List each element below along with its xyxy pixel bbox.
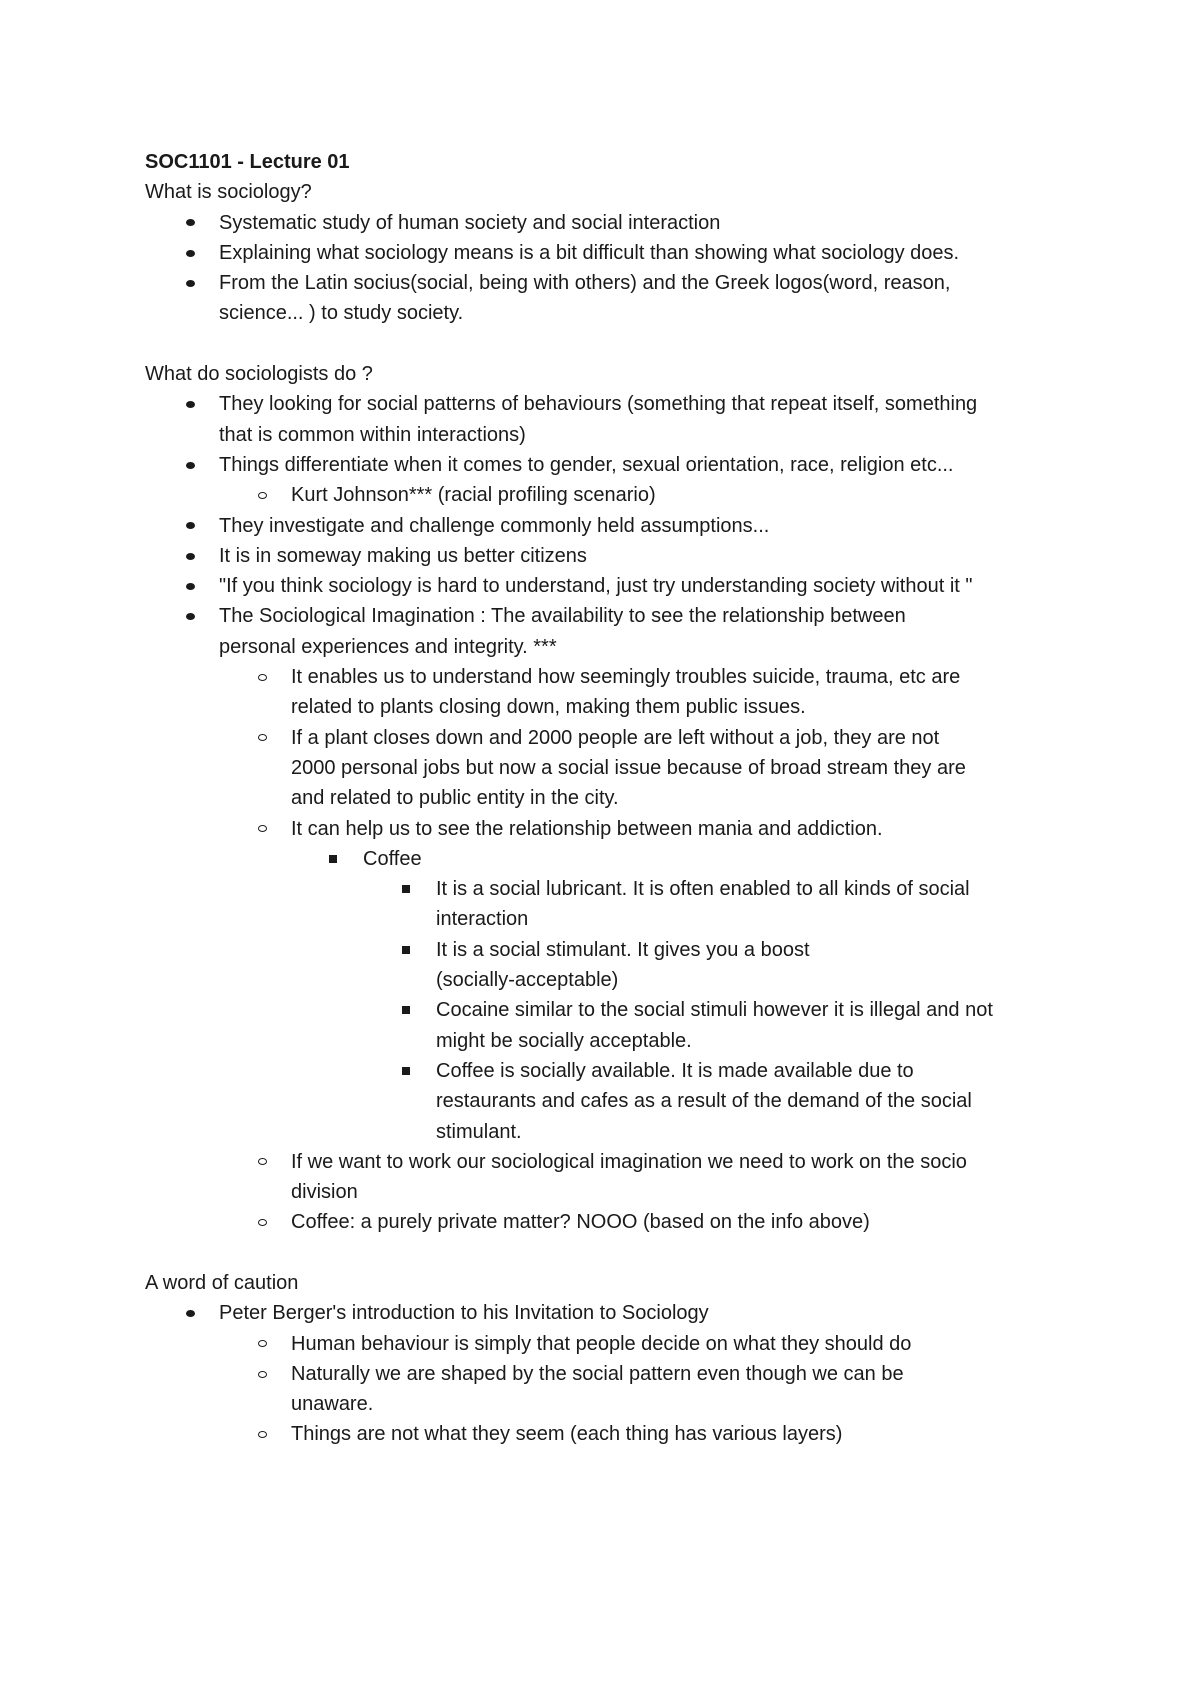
list-item-text: Coffee is socially available. It is made available due to restaurants and cafes as a result of the demand of the social stimulant.	[436, 1059, 972, 1143]
list-item	[145, 662, 1085, 723]
list-item	[145, 268, 1085, 329]
bullet-disc-icon	[186, 583, 195, 590]
bullet-disc-icon	[186, 1310, 195, 1317]
bullet-circle-icon	[258, 492, 267, 499]
list-item-text: It can help us to see the relationship between mania and addiction.	[291, 817, 883, 840]
bullet-circle-icon	[258, 1340, 267, 1347]
bullet-disc-icon	[186, 401, 195, 408]
list-item	[145, 723, 1085, 814]
bullet-list-what-do-sociologists-do	[145, 389, 1085, 1237]
bullet-list-a-word-of-caution	[145, 1298, 1085, 1449]
list-item	[145, 238, 1085, 268]
list-item	[145, 1419, 1085, 1449]
list-item-text: If a plant closes down and 2000 people are left without a job, they are not 2000 personal jobs but now a social issue because of broad stream they are and related to public entity in the city.	[291, 726, 966, 810]
list-item-text: Explaining what sociology means is a bit difficult than showing what sociology does.	[219, 241, 960, 264]
list-item-text: Things differentiate when it comes to gender, sexual orientation, race, religion etc...	[219, 453, 954, 476]
bullet-circle-icon	[258, 825, 267, 832]
bullet-disc-icon	[186, 522, 195, 529]
list-item-text: Cocaine similar to the social stimuli however it is illegal and not might be socially acceptable.	[436, 999, 993, 1052]
list-item	[145, 995, 1085, 1056]
bullet-square-icon	[402, 1006, 410, 1014]
bullet-disc-icon	[186, 250, 195, 257]
list-item	[145, 814, 1085, 844]
bullet-circle-icon	[258, 1158, 267, 1165]
list-item-text: They investigate and challenge commonly held assumptions...	[219, 514, 770, 537]
bullet-disc-icon	[186, 613, 195, 620]
document-page	[145, 147, 1085, 1450]
section-heading-what-do-sociologists-do: What do sociologists do ?	[145, 363, 373, 386]
bullet-disc-icon	[186, 219, 195, 226]
list-item-text: Coffee: a purely private matter? NOOO (based on the info above)	[291, 1211, 870, 1234]
list-item-text: It is a social stimulant. It gives you a boost (socially-acceptable)	[436, 938, 810, 992]
list-item-text: "If you think sociology is hard to understand, just try understanding society without it "	[219, 575, 973, 598]
list-item	[145, 511, 1085, 541]
list-item	[145, 480, 1085, 510]
bullet-disc-icon	[186, 553, 195, 560]
list-item	[145, 1147, 1085, 1208]
list-item-text: Kurt Johnson*** (racial profiling scenario)	[291, 484, 656, 507]
bullet-circle-icon	[258, 734, 267, 741]
bullet-square-icon	[402, 885, 410, 893]
bullet-circle-icon	[258, 1371, 267, 1378]
bullet-square-icon	[402, 946, 410, 954]
list-item	[145, 450, 1085, 480]
list-item	[145, 1298, 1085, 1328]
bullet-circle-icon	[258, 1219, 267, 1226]
list-item	[145, 1359, 1085, 1420]
bullet-circle-icon	[258, 1431, 267, 1438]
list-item-text: It is in someway making us better citizens	[219, 544, 587, 567]
list-item	[145, 844, 1085, 874]
bullet-circle-icon	[258, 674, 267, 681]
list-item	[145, 208, 1085, 238]
list-item	[145, 1056, 1085, 1147]
list-item	[145, 601, 1085, 662]
bullet-list-what-is-sociology	[145, 208, 1085, 329]
list-item-text: They looking for social patterns of behaviours (something that repeat itself, something that is common within interactions)	[219, 393, 978, 446]
list-item-text: It enables us to understand how seemingly troubles suicide, trauma, etc are related to plants closing down, making them public issues.	[291, 666, 961, 719]
list-item-text: Naturally we are shaped by the social pattern even though we can be unaware.	[291, 1362, 904, 1416]
list-item	[145, 874, 1085, 935]
list-item-text: It is a social lubricant. It is often enabled to all kinds of social interaction	[436, 878, 970, 931]
list-item-text: If we want to work our sociological imagination we need to work on the socio division	[291, 1150, 967, 1204]
list-item-text: Systematic study of human society and social interaction	[219, 211, 721, 234]
list-item	[145, 935, 1085, 996]
bullet-square-icon	[402, 1067, 410, 1075]
document-title: SOC1101 - Lecture 01	[145, 151, 350, 173]
list-item-text: Human behaviour is simply that people decide on what they should do	[291, 1332, 912, 1355]
bullet-square-icon	[329, 855, 337, 863]
list-item	[145, 571, 1085, 601]
list-item	[145, 389, 1085, 450]
section-heading-what-is-sociology: What is sociology?	[145, 181, 312, 204]
bullet-disc-icon	[186, 462, 195, 469]
list-item-text: From the Latin socius(social, being with others) and the Greek logos(word, reason, science... ) to study society.	[219, 272, 951, 325]
section-heading-a-word-of-caution: A word of caution	[145, 1271, 299, 1294]
list-item-text: Peter Berger's introduction to his Invitation to Sociology	[219, 1302, 709, 1325]
list-item-text: Coffee	[363, 847, 422, 870]
list-item	[145, 1207, 1085, 1237]
list-item-text: The Sociological Imagination : The availability to see the relationship between personal experiences and integrity. ***	[219, 605, 906, 658]
list-item	[145, 1329, 1085, 1359]
list-item	[145, 541, 1085, 571]
bullet-disc-icon	[186, 280, 195, 287]
list-item-text: Things are not what they seem (each thing has various layers)	[291, 1423, 843, 1446]
